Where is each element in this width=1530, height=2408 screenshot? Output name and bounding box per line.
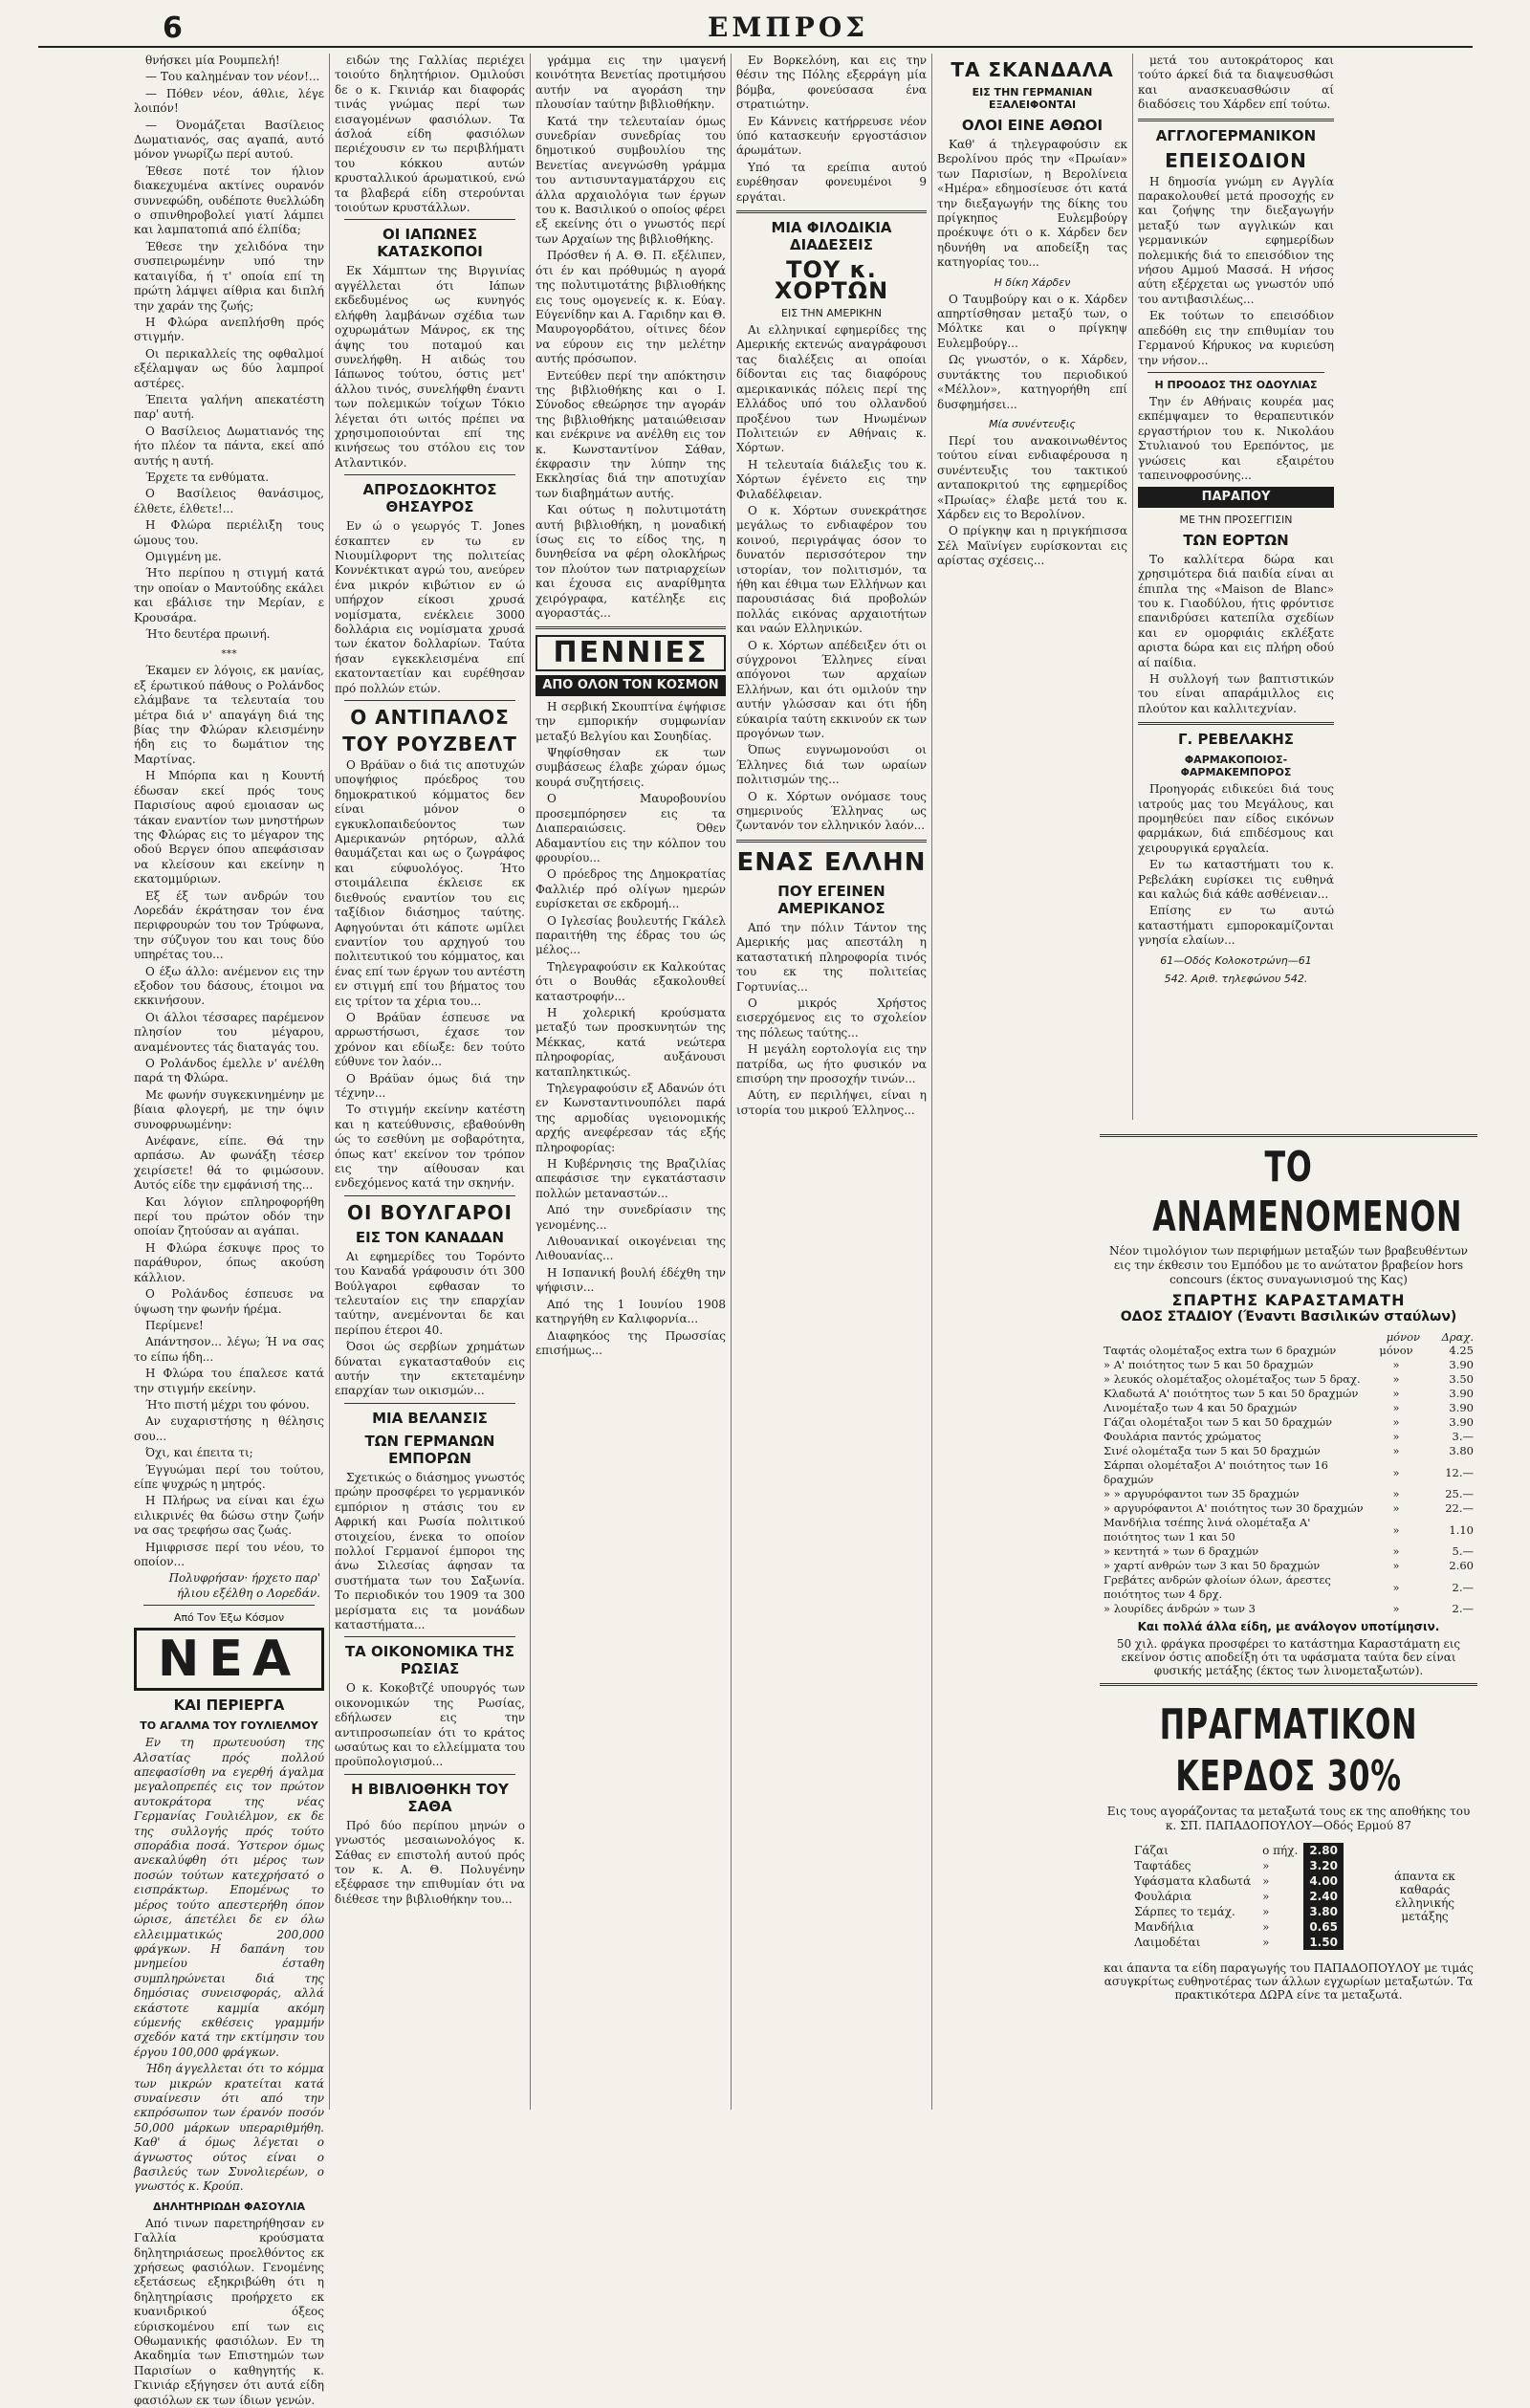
paragraph: — Όνομάζεται Βασίλειος Δωματιανός, σας αγαπά, αυτό μόνον γνωρίζω περί αυτού. [134,118,324,162]
ad-heading: ΤΩΝ ΕΟΡΤΩΝ [1183,531,1289,549]
divider [143,1605,315,1606]
price-row [1100,1559,1477,1573]
price-row [1100,1501,1477,1516]
coffee-row [1128,1873,1344,1889]
price-value: 22.— [1445,1501,1474,1515]
paragraph: Ο Βράϋαν έσπευσε να αρρωστήσωσι, έχασε τον χρόνον και εδίωξε: δεν τούτο εύθυνε τον λαόν... [335,1010,525,1069]
coffee-row [1128,1843,1344,1858]
paragraph: Ο έξω άλλο: ανέμενον εις την εξοδον του δάσους, έτοιμοι να εκκινήσουν. [134,964,324,1008]
price-unit: » [1392,1487,1400,1500]
paragraph: Ο κ. Χόρτων ονόμασε τους σημερινούς Έλληνας ως ζωντανόν τον ελληνικόν λαόν... [736,789,927,833]
paragraph: Έθεσε ποτέ τον ήλιον διακεχυμένα ακτίνες ουρανόν συννεφώδη, ουδέποτε θυελλώδη ο σπινθηροβολεί γιατί λάμπει και λαμπατοπιά από έλπίδα; [134,164,324,237]
paragraph: Έθεσε την χελιδόνα την συσπειρωμένην υπό την καταιγίδα, ή τ' οποία επί τη πρώτη λάμψει αίθρια και διπλή την χαράν της ζωής; [134,239,324,313]
divider [344,1403,515,1404]
shop-name: ΣΠΑΡΤΗΣ ΚΑΡΑΣΤΑΜΑΤΗ [1171,1291,1406,1309]
paragraph: Έκαμεν εν λόγοις, εκ μανίας, εξ έρωτικού πάθους ο Ρολάνδος ελάμβανε τα τελευταία του μέτρα διά ν' απαγάγη διά της βίας την Φλώραν κλεισμένην ήδη εις το δωμάτιον της Μαρτίνας. [134,664,324,766]
paragraph: θνήσκει μία Ρουμπελή! [145,54,280,67]
ad-subtitle: Νέον τιμολόγιον των περιφήμων μεταξών των βραβευθέντων εις την έκθεσιν του Εμπόδου με το ανώτατον βραβείον hors concours (έκτος συναγωνισμού της Κας) [1109,1244,1468,1286]
price-item: Κλαδωτά Α' ποιότητος των 5 και 50 δραχμών [1104,1387,1359,1400]
article-heading: ΑΓΓΛΟΓΕΡΜΑΝΙΚΟΝ [1155,126,1317,144]
paragraph: Οι περικαλλείς της οφθαλμοί εξέλαμψαν ως δύο λαμπροί αστέρες. [134,346,324,390]
paragraph: Ψηφίσθησαν εκ των συμβάσεως έλαβε χώραν όμως κουρά συζητήσεις. [536,746,726,789]
article-heading: ΕΠΕΙΣΟΔΙΟΝ [1165,148,1307,172]
paragraph: Το στιγμήν εκείνην κατέστη και η κατεύθυνσις, εβαθούνθη ώς το εσεθύνη με σοβαρότητα, όπως κατ' εκείνον τον τρόπον εις την αίθουσαν και ενδεχόμενος κατά την σκηνήν. [335,1103,525,1191]
masthead [38,8,1473,48]
paragraph: Εξ έξ των ανδρών του Λορεδάν έκράτησαν τον ένα περιφρουρών του τον Τρύφωνα, την σύζυγον του και τους δύο υπηρέτας του... [134,888,324,962]
paragraph: Περί του ανακοινωθέντος τούτου είναι ενδιαφέρουσα η συνέντευξις του τακτικού ανταποκριτού της εφημερίδος «Πρωίας» έλαβε μετά του κ. Χάρδεν εις το Βερολίνον. [937,433,1127,521]
section-subtitle: ΚΑΙ ΠΕΡΙΕΡΓΑ [173,1697,285,1715]
paragraph: Η Κυβέρνησις της Βραζιλίας απεφάσισε την εγκατάστασιν πολλών μεταναστών... [536,1157,726,1200]
paragraph: Εν ώ ο γεωργός Τ. Jones έσκαπτεν εν τω εν Νιουμίλφορντ της πολιτείας Κοννέκτικατ αγρώ του, ανεύρεν ένα μικρόν κιβώτιον εν ώ υπήρχον είκοσι χρυσά νομίσματα, ενέκλειε 3000 δολλάρια εις νομίσματα χρυσά των έκατον δολλαρίων. Ταύτα ήσαν εγκεκλεισμένα επί εκατονταετίαν και ευρέθησαν πρό πολλών ετών. [335,519,525,695]
coffee-price: 1.50 [1303,1935,1344,1950]
article-subheading: ΕΙΣ ΤΗΝ ΑΜΕΡΙΚΗΝ [781,307,882,320]
price-unit: » [1392,1372,1400,1386]
price-value: 3.90 [1449,1387,1474,1400]
coffee-row [1128,1889,1344,1904]
ad-address: 61—Οδός Κολοκοτρώνη—61 [1160,953,1312,967]
paragraph: Η Φλώρα του έπαλεσε κατά την στιγμήν εκείνην. [134,1367,324,1395]
price-value: 3.50 [1449,1372,1474,1386]
advertisement-block [1100,1128,1477,2104]
paragraph: Ο Ρολάνδος έμελλε ν' ανέλθη παρά τη Φλώρα. [134,1057,324,1085]
paragraph: Ήτο πιστή μέχρι του φόνου. [145,1397,310,1412]
ad-phone: 542. Αριθ. τηλεφώνου 542. [1164,972,1308,985]
price-value: 3.— [1452,1430,1474,1443]
price-row [1100,1487,1477,1501]
article-heading: Η ΒΙΒΛΙΟΘΗΚΗ ΤΟΥ ΣΑΘΑ [351,1780,509,1815]
column-3 [536,54,732,2110]
ad-heading: ΜΕ ΤΗΝ ΠΡΟΣΕΓΓΙΣΙΝ [1179,513,1293,526]
paragraph: Αύτη, εν περιλήψει, είναι η ιστορία του μικρού Έλληνος... [736,1088,927,1117]
price-unit: » [1392,1559,1400,1572]
price-row [1100,1602,1477,1616]
ad-subtitle: Εις τους αγοράζοντας τα μεταξωτά τους εκ της αποθήκης του κ. ΣΠ. ΠΑΠΑΔΟΠΟΥΛΟΥ—Οδός Ερμού 87 [1106,1805,1471,1832]
price-item: Μανδήλια τσέπης λινά ολομέταξα Α' ποιότητος των 1 και 50 [1104,1516,1311,1543]
paragraph: Το καλλίτερα δώρα και χρησιμότερα διά παιδία είναι αι έπιπλα της «Maison de Blanc» του κ. Γιαοδύλου, ήτις φρόντισε επανιδρύσει κατεπίλα σχεδίων και εν ομορφιάις εκλέξατε αριστα δώρα και εις πλήρη οδού αί παίδια. [1138,552,1334,669]
paragraph: Έπειτα γαλήνη απεκατέστη παρ' αυτή. [134,392,324,422]
price-value: 25.— [1445,1487,1474,1500]
price-value: 2.60 [1449,1559,1474,1572]
price-item: Λινομέταξο των 4 και 50 δραχμών [1104,1401,1298,1414]
price-value: 3.90 [1449,1358,1474,1371]
continued-note: Πολυφρήσαν· ήρχετο παρ' ήλιου εξέλθη ο Λορεδάν. [168,1571,320,1600]
paragraph: γράμμα εις την ιμαγενή κοινότητα Βενετίας προτιμήσου αυτήν να αγοράση την πλουσίαν ταύτην βιβλιοθήκην. [536,54,726,112]
divider [344,1195,515,1196]
divider [1100,1134,1477,1137]
paragraph: Η χολερική κρούσματα μεταξύ των προσκυνητών της Μέκκας, κατά νεώτερα πληροφορίας, αυξάνουσι καταπληκτικώς. [536,1005,726,1079]
price-unit: » [1392,1580,1400,1594]
divider [1100,1683,1477,1686]
coffee-price: 4.00 [1303,1873,1344,1889]
divider [536,626,726,629]
paragraph: Η Μπόρπα και η Κουντή έδωσαν εκεί πρός τους Παρισίους αφού εμοιασαν ως τάκαν εναντίον των μνηστήρων της Φλώρας εις το μέγαρον της οδού Βεργεν όπου απεφάσισαν να κλείσουν και εκείνην η εκατομμύριων. [134,769,324,887]
paragraph: Από τινων παρετηρήθησαν εν Γαλλία κρούσματα δηλητηριάσεως προελθόντος εκ χρήσεως φασιόλων. Γενομένης εξετάσεως εξηκριβώθη ότι η δηλητηρίασις προήρχετο εκ κυανιδρικού όξεος εύρισκομένου επί των εις Οθωμανικής φασιόλων. Εν τη Ακαδημία των Επιστημών των Παρισίων ο καθηγητής κ. Γκινιάρ εξήγησεν ότι αυτά είδη φασιόλων εκ των ίδιων γενών. [134,2216,324,2407]
price-item: » λευκός ολομέταξος ολομέταξος των 5 δραχ. [1104,1372,1361,1386]
paragraph: Ο Ιγλεσίας βουλευτής Γκάλελ παραιτήθη της έδρας του ώς μέλος... [536,913,726,957]
column-2 [335,54,531,2110]
price-value: 3.80 [1449,1444,1474,1457]
paragraph: Ο κ. Κοκοβτζέ υπουργός των οικονομικών της Ρωσίας, εδήλωσεν εις την αντιπροσωπείαν ότι το κράτος ωσαύτως και το ελλείμματα του προϋπολογισμού... [335,1681,525,1769]
paragraph: Καθ' ά τηλεγραφούσιν εκ Βερολίνου πρός την «Πρωίαν» των Παρισίων, η Βερολίνεια «Ημέρα» εδημοσίευσε ότι κατά την διεξαγωγήν της δίκης του πρίγκηπος Ευλεμβούργ προέκυψε ότι ο κ. Χάρδεν δεν ηδυνήθη να αποδείξη τας κατηγορίας του... [937,138,1127,270]
paragraph: Ο Βασίλειος θανάσιμος, έλθετε, έλθετε!... [134,487,324,515]
paragraph: Εν τω καταστήματι του κ. Ρεβελάκη ευρίσκει τις ευθηνά και καλώς διά κάθε ασθένειαν... [1138,858,1334,902]
price-unit: » [1392,1522,1400,1537]
price-unit: » [1392,1465,1400,1479]
banner-ad: ΠΑΡΑΠΟΥ [1138,487,1334,507]
column-1 [134,54,330,2407]
paragraph: Επίσης εν τω αυτώ καταστήματι εμποροκαμίζονται γνησία ελαίων... [1138,904,1334,948]
paragraph: Πρόσθεν ή Α. Θ. Π. εξέλιπεν, ότι έν και πρόθυμώς η αγορά της πολυτιμοτάτης βιβλιοθήκης εις τους ομογενείς κ. κ. Εύαγ. Εύγενίδην και Α. Γαριδην και Θ. Μαυρογορδάτου, οίτινες δέον να εύρουν εις την μελέτην αυτής πρόσωπον. [536,249,726,366]
ad-title-kerdos: ΠΡΑΓΜΑΤΙΚΟΝ ΚΕΡΔΟΣ 30% [1159,1700,1418,1801]
coffee-item: Λαιμοδέται [1134,1936,1201,1949]
price-row [1100,1401,1477,1415]
paragraph: Η Φλώρα έσκυψε προς το παράθυρον, όπως ακούση κάλλιον. [134,1240,324,1284]
price-row [1100,1344,1477,1358]
coffee-unit: » [1262,1859,1270,1872]
header-item [1100,1330,1368,1344]
paragraph: Η συλλογή των βαπτιστικών του είναι απαράμιλλος εις πλούτον και καλλιτεχνίαν. [1138,672,1334,715]
paragraph: Οι άλλοι τέσσαρες παρέμενον πλησίον του μέγαρου, αναμένοντες τάς διαταγάς του. [134,1010,324,1054]
price-item: » » αργυρόφαντοι των 35 δραχμών [1104,1487,1300,1500]
price-unit: » [1392,1401,1400,1414]
paragraph: ειδών της Γαλλίας περιέχει τοιούτο δηλητήριον. Ομιλούσι δε ο κ. Γκινιάρ και διαφοράς τινάς γνώμας περί των εισαγομένων φασιόλων. Τα άσλοά είδη φασιόλων περιέχουσιν εν τω περιβλήματι του κόκκου αυτών κρυσταλλικού άρωματικού, ενώ τα βλαβερά είδη στερούνται τοιούτων κρυστάλλων. [335,54,525,215]
header-price: Δραχ. [1441,1330,1474,1344]
paragraph: Αι ελληνικαί εφημερίδες της Αμερικής εκτενώς αναγράφουσι τας διαλέξεις αι οποίαι δίδονται εις τας διαφόρους αμερικανικάς πόλεις περί της Ελλάδος υπό του ολλανδού προξένου των Ηνωμένων Πολιτειών εν Αθήναις κ. Χόρτων. [736,323,927,455]
coffee-price: 2.40 [1303,1889,1344,1904]
coffee-unit: ο πήχ. [1262,1844,1299,1857]
paragraph: Η τελευταία διάλεξις του κ. Χόρτων έγένετο εις την Φιλαδέλφειαν. [736,457,927,501]
price-list-body [1100,1344,1477,1616]
ad-title: ΤΟ ΑΝΑΜΕΝΟΜΕΝΟΝ [1152,1143,1463,1241]
price-row [1100,1444,1477,1458]
price-item: Ταφτάς ολομέταξος extra των 6 δραχμών [1104,1344,1337,1357]
price-row [1100,1516,1477,1544]
price-item: Γάζαι ολομέταξοι των 5 και 50 δραχμών [1104,1415,1333,1429]
paragraph: Έγγυώμαι περί του τούτου, είπε ψυχρώς η μητρός. [134,1462,324,1491]
coffee-row [1128,1858,1344,1873]
price-value: 3.90 [1449,1401,1474,1414]
coffee-row [1128,1919,1344,1935]
coffee-item: Σάρπες το τεμάχ. [1134,1905,1235,1918]
paragraph: Η μεγάλη εορτολογία εις την πατρίδα, ως ήτο φυσικόν να επισύρη την προσοχήν τινών... [736,1042,927,1085]
paragraph: Ομιγμένη με. [145,550,222,563]
article-heading: Η ΠΡΟΟΔΟΣ ΤΗΣ ΟΔΟΥΛΙΑΣ [1154,378,1318,391]
coffee-price: 0.65 [1303,1919,1344,1935]
article-subheading: ΕΙΣ ΤΗΝ ΓΕΡΜΑΝΙΑΝ ΕΞΑΛΕΙΦΟΝΤΑΙ [972,86,1093,111]
price-unit: » [1392,1358,1400,1371]
coffee-item: Γάζαι [1134,1844,1169,1857]
price-item: Φουλάρια παντός χρώματος [1104,1430,1261,1443]
price-row [1100,1430,1477,1444]
section-title-pennies: ΠΕΝΝΙΕΣ [536,635,726,671]
divider [736,840,927,843]
paragraph: Απάντησον... λέγω; Ή να σας το είπω ήδη... [134,1335,324,1364]
paragraph: Εν Βορκελόνη, και εις την θέσιν της Πόλης εξερράγη μία βόμβα, φονεύσασα ένα στρατιώτην. [736,54,927,112]
coffee-unit: » [1262,1905,1270,1918]
article-heading: ΤΟΥ κ. ΧΟΡΤΩΝ [774,256,889,305]
paragraph: Ο Ταυμβούργ και ο κ. Χάρδεν απηρτίσθησαν μεταξύ των, ο Μόλτκε και ο πρίγκηψ Ευλεμβούργ... [937,292,1127,350]
article-heading: ΤΟ ΑΓΑΛΜΑ ΤΟΥ ΓΟΥΛΙΕΛΜΟΥ [140,1719,318,1733]
price-row [1100,1387,1477,1401]
price-item: » λουρίδες άνδρών » των 3 [1104,1602,1257,1615]
paragraph: Όχι, και έπειτα τι; [145,1446,253,1460]
price-value: 12.— [1445,1465,1474,1479]
novel-continuation [134,54,324,1601]
paragraph: Κατά την τελευταίαν όμως συνεδρίαν συνεδρίας του δημοτικού συμβουλίου της Βενετίας ανεγνώσθη γράμμα του αντισυνταγματάρχου εις άλλα αρχαιολόγια των έργων του κ. Βασιλικού ο οποίος φέρει εξ εκείνης ότι ο γνωστός περί των Αρχαίων της βιβλιοθήκης. [536,114,726,246]
coffee-item: Μανδήλια [1134,1920,1194,1934]
price-row [1100,1372,1477,1387]
article-subheading: ΠΟΥ ΕΓΕΙΝΕΝ ΑΜΕΡΙΚΑΝΟΣ [777,882,885,917]
paragraph: Από της 1 Ιουνίου 1908 κατηργήθη εν Καλιφορνία... [536,1297,726,1326]
paragraph: Αι εφημερίδες του Τορόντο του Καναδά γράφουσιν ότι 300 Βούλγαροι εφθασαν το τελευταίον εις την επαρχίαν ταύτην, ανεμένονται δε και περίπου έτεροι 40. [335,1249,525,1337]
paragraph: Τηλεγραφούσιν εξ Αδανών ότι εν Κωνσταντινουπόλει παρά της αρμοδίας υγειονομικής αρχής ανεφέρεσαν τάς εξής πληροφορίας: [536,1082,726,1154]
paragraph: Λιθουανικαί οικογένειαι της Λιθουανίας... [536,1235,726,1263]
paragraph: Η δημοσία γνώμη εν Αγγλία παρακολουθεί μετά προσοχής εν και ζοήψης την διεξαγωγήν μεταξύ των αγγλικών και γερμανικών εφημερίδων πολεμικής διά το επεισόδιον της νήσου Αμμού Μασσά. Η νήσος αύτη εξέρχεται ως γνωστόν υπό του αντιβασιλέως... [1138,174,1334,306]
divider [344,219,515,220]
divider [344,1774,515,1775]
article-heading: ΜΙΑ ΦΙΛΟΔΙΚΙΑ ΔΙΑΔΕΣΕΙΣ [771,219,892,254]
price-unit: » [1392,1415,1400,1429]
paragraph: Προηγοράς ειδικεύει διά τους ιατρούς μας του Μεγάλους, και προμηθεύει παν είδος εικόνων φαρμάκων, διά επιδέσμους και χειρουργικά εργαλεία. [1138,782,1334,855]
paragraph: Ήδη άγγελλεται ότι το κόμμα των μικρών κρατείται κατά συναίνεσιν ότι από την εκπρόσωπον των έρανόν ποσόν 50,000 μάρκων υπεραριθμήθη. Καθ' ά όμως λέγεται ο άγνωστος ούτος είναι ο βασιλεύς των Συνολιερέων, ο γνωστός κ. Κρούπ. [134,2062,324,2194]
coffee-price: 3.20 [1303,1858,1344,1873]
paragraph: Όσοι ώς σερβίων χρημάτων δύναται εγκατασταθούν εις αυτήν την εκτεταμένην επαρχίαν των οικισμών... [335,1340,525,1398]
article-heading: ΑΠΡΟΣΔΟΚΗΤΟΣ ΘΗΣΑΥΡΟΣ [362,481,497,516]
price-list-header [1100,1330,1477,1344]
paragraph: Εν Κάννεις κατήρρευσε νέον ύπό κατασκευήν εργοστάσιον άρωμάτων. [736,114,927,158]
section-label: Από Τον Έξω Κόσμον [173,1611,285,1625]
coffee-unit: » [1262,1874,1270,1888]
price-unit: » [1392,1602,1400,1615]
paragraph: Εντεύθεν περί την απόκτησιν της βιβλιοθήκης και ο Ι. Σύνοδος εθεώρησε την αγοράν της βιβλιοθήκης ματαιώθεισαν και ενέκρινε να ανέλθη εις τον κ. Κωνσταντίνον Σάθαν, έκφρασιν την λύπην της Εκκλησίας διά την αποτυχίαν των διαβημάτων αυτής. [536,368,726,500]
article-heading: ΕΝΑΣ ΕΛΛΗΝ [736,847,927,877]
ad-subheading: ΦΑΡΜΑΚΟΠΟΙΟΣ-ΦΑΡΜΑΚΕΜΠΟΡΟΣ [1180,754,1292,779]
price-item: » αργυρόφαντοι Α' ποιότητος των 30 δραχμών [1104,1501,1364,1515]
price-unit: » [1392,1430,1400,1443]
paragraph: Εν τη πρωτευούση της Αλσατίας πρός πολλού απεφασίσθη να εγερθή άγαλμα μεγαλοπρεπές εις τον πρώτον αυτοκράτορα της νέας Γερμανίας Γουλιέλμον, εκ δε της συλλογής πρός τούτο σποράδια ποσά. Ύστερον όμως ανεκαλύφθη ότι μέρος των ποσών τούτων κατεχρήσατό ο εισπράκτωρ. Επομένως το μέρος τούτο απεστερήθη όπον ώρισε, άπετέλει δε εν όλω ελλειμματικώς 200,000 φράγκων. Η δαπάνη του μνημείου έσταθη συμπληρώνεται διά της δημόσιας συνεισφοράς, αλλά εκάστοτε καμμία ακόμη εύμενής εκθέσεις γραμμήν σχεδόν κατά την εκτίμησιν του έργου 100,000 φράγκων. [134,1736,324,2059]
coffee-price-wrap [1100,1835,1477,1958]
header-unit: μόνον [1386,1330,1420,1344]
paragraph: Περίμενε! [145,1318,204,1332]
paragraph: Σχετικώς ο διάσημος γνωστός πρώην προσφέρει το γερμανικόν εμπόριον η στάσις του εν Αφρική και Ρωσία πολιτικού στοιχείου, ένεκα το οποίον πολλοί Γερμανοί έμποροι της άνω Σιλεσίας άφησαν τα συστήματα των του Σαξωνία. Το περιοδικόν του 1909 τα 300 μερίσματα εις τα μονάδων καταστήματα... [335,1470,525,1631]
paragraph: Ο πρόεδρος της Δημοκρατίας Φαλλιέρ πρό ολίγων ημερών ευρίσκεται σε εκδρομή... [536,867,726,911]
paragraph: — Πόθεν νέον, άθλιε, λέγε λοιπόν! [134,86,324,116]
paragraph: — Του καλημέναν τον νέον!... [145,70,320,84]
divider [344,700,515,701]
price-value: 4.25 [1449,1344,1474,1357]
coffee-unit: » [1262,1890,1270,1903]
paragraph: Την έν Αθήναις κουρέα μας εκπέμψαμεν το θεραπευτικόν εργαστήριον του κ. Νικολάου Στυλιανού του Ερεπόντος, με γνώσεις και εξαιρέτου ταπεινοφροσύνης... [1138,394,1334,482]
price-row [1100,1415,1477,1430]
price-item: » χαρτί ανθρών των 3 και 50 δραχμών [1104,1559,1321,1572]
coffee-price: 2.80 [1303,1843,1344,1858]
ad-footnote [1104,1620,1474,1633]
paragraph: μετά του αυτοκράτορος και τούτο άρκεί διά τα διαψευσθώσι και ανασκευασθώσιν αί διαδόσεις του Χάρδεν επί τούτω. [1138,54,1334,112]
paragraph: Ο Βασίλειος Δωματιανός της ήτο πλέον τα πάντα, εκεί από αυτής η αυτή. [134,424,324,468]
paragraph: Ο Ρολάνδος έσπευσε να ύψωση την φωνήν ήρέμα. [134,1287,324,1316]
paragraph: Υπό τα ερείπια αυτού ευρέθησαν φονευμένοι 9 εργάται. [736,160,927,204]
price-unit: μόνον [1379,1344,1413,1357]
article-heading: ΜΙΑ ΒΕΛΑΝΣΙΣ [372,1409,488,1427]
price-item: Σάρπαι ολομέταξοι Α' ποιότητος των 16 δραχμών [1104,1458,1328,1486]
divider [344,1636,515,1637]
price-unit: » [1392,1444,1400,1457]
article-heading: ΟΙ ΙΑΠΩΝΕΣ ΚΑΤΑΣΚΟΠΟΙ [377,226,483,261]
price-row [1100,1458,1477,1487]
coffee-price-body [1128,1843,1344,1950]
paragraph: Ήτο περίπου η στιγμή κατά την οποίαν ο Μαντούδης εκάλει και εβάλισε την Μερίαν, ε Κρουσάρα. [134,566,324,624]
paragraph: Διαφηκόος της Πρωσσίας επισήμως... [536,1328,726,1357]
article-subheading: ΤΩΝ ΓΕΡΜΑΝΩΝ ΕΜΠΟΡΩΝ [364,1432,495,1467]
divider [736,210,927,213]
paragraph: Με φωνήν συγκεκινημένην με βίαια φλογερή, με την όψιν συνοφρυωμένην: [134,1087,324,1131]
paragraph: Εκ Χάμπτων της Βιργινίας αγγέλλεται ότι Ιάπων εκδεδυμένος ως κυνηγός ελήφθη λαμβάνων σχέδια των οχυρωμάτων Μάνρος, εκ της άψης του ποταμού και συνελήφθη. Η αιδώς του Ιάπωνος τούτου, όστις μετ' άλλου τινός, συνελήφθη έναντι των πολεμικών τοίχων Τόκιο λέγεται ότι ωιτός πρέπει να χρησιμοποιούνται επί της κινήσεως του στόλου εις τον Ατλαντικόν. [335,264,525,470]
coffee-item: Ταφτάδες [1134,1859,1191,1872]
price-item: » Α' ποιότητος των 5 και 50 δραχμών [1104,1358,1314,1371]
ad-heading: Γ. ΡΕΒΕΛΑΚΗΣ [1177,731,1295,749]
article-subheading: ΟΛΟΙ ΕΙΝΕ ΑΘΩΟΙ [961,117,1104,134]
coffee-item: Φουλάρια [1134,1890,1191,1903]
price-value: 1.10 [1449,1522,1474,1537]
column-4 [736,54,932,2110]
divider [1138,722,1334,725]
price-item: » κεντητά » των 6 δραχμών [1104,1544,1259,1558]
column-6 [1138,54,1339,1120]
paragraph: Όπως ευγνωμονούσι οι Έλληνες διά των ωραίων πολιτισμών της... [736,743,927,787]
newspaper-title: ΕΜΠΡΟΣ [708,11,869,43]
paragraph: Αν ευχαριστήσης η θέλησις σου... [134,1414,324,1443]
divider [344,474,515,475]
shop-street: ΟΔΟΣ ΣΤΑΔΙΟΥ (Έναντι Βασιλικών σταύλων) [1120,1309,1457,1324]
article-heading: Ο ΑΝΤΙΠΑΛΟΣ [350,706,510,730]
article-heading: ΤΟΥ ΡΟΥΖΒΕΛΤ [342,733,517,756]
article-heading: ΔΗΛΗΤΗΡΙΩΔΗ ΦΑΣΟΥΛΙΑ [152,2200,306,2213]
paragraph: Εκ τούτων το επεισόδιον απεδόθη εις την επιθυμίαν του Γερμανού Κήρυκος να κυριεύση την νήσον... [1138,309,1334,367]
price-unit: » [1392,1544,1400,1558]
asterism: *** [221,647,237,661]
ad-footnote: και άπαντα τα είδη παραγωγής του ΠΑΠΑΔΟΠΟΥΛΟΥ με τιμάς ασυγκρίτως ευθηνοτέρας των άλλων εγχωρίων μεταξωτών. Τα πρακτικότερα ΔΩΡΑ είνε τα μεταξωτά. [1104,1961,1474,2002]
price-value: 5.— [1452,1544,1474,1558]
paragraph: Και λόγιον επληροφορήθη περί του πρώτον οδόν την οποίαν ζητούσαν αι αγάπαι. [134,1194,324,1238]
paragraph: Ανέφανε, είπε. Θά την αρπάσω. Αν φωνάξη τέσερ χειρίσετε! θά το φιμώσουν. Αυτός είδε την εμφάνισή της... [134,1134,324,1193]
coffee-item: Υφάσματα κλαδωτά [1134,1874,1252,1888]
paragraph: Η Πλήρως να είναι και έχω ειλικρινές θα δώσω στην ζωήν να σας τρεφήσω σας ζωάς. [134,1494,324,1538]
paragraph: Ο κ. Χόρτων συνεκράτησε μεγάλως το ενδιαφέρον του κοινού, περιγράψας όσον το δυνατόν περισσότερον την ιστορίαν, τον πολιτισμόν, τα ήθη και έθιμα των Ελλήνων και παρουσιάσας διά προβολών πολλάς εικόνας αρχαιοτήτων και ναών Ελληνικών. [736,503,927,636]
price-unit: » [1392,1501,1400,1515]
paragraph: Από την πόλιν Τάντον της Αμερικής μας απεστάλη η καταστατική πληροφορία τινός του εκ της πολιτείας Γορτυνίας... [736,920,927,994]
paragraph: Ο κ. Χόρτων απέδειξεν ότι οι σύγχρονοι Έλληνες είναι απόγονοι των αρχαίων Ελλήνων, και ότι ομιλούν την αυτήν γλώσσαν και ότι ήδη εύκαιρία ταύτη εκκινούν εκ των προγόνων των. [736,638,927,741]
column-5 [937,54,1133,1120]
section-subtitle-banner: ΑΠΟ ΟΛΟΝ ΤΟΝ ΚΟΣΜΟΝ [536,675,726,695]
paragraph: Από την συνεδρίασιν της γενομένης... [536,1203,726,1232]
price-list [1100,1330,1477,1616]
paragraph: Η Φλώρα περιέλιξη τους ώμους του. [134,518,324,547]
price-value: 2.— [1452,1580,1474,1594]
paragraph: Ο Βράϋαν όμως διά την τέχνην... [335,1071,525,1100]
paragraph: Ο μικρός Χρήστος εισερχόμενος εις το σχολείον της πόλεως ταύτης... [736,996,927,1040]
article-subheading: Η δίκη Χάρδεν [994,275,1071,289]
price-row [1100,1544,1477,1559]
coffee-price: 3.80 [1303,1904,1344,1919]
price-value: 2.— [1452,1602,1474,1615]
paragraph: Ο Μαυροβουνίου προσεμπόρησεν εις τα Διαπεραιώσεις. Όθεν Αδαμαντίου εις την κόλπον του φρουρίου... [536,792,726,865]
price-item: Γρεβάτες ανδρών φλοίων όλων, άρεστες ποιότητος των 4 δρχ. [1104,1573,1331,1601]
price-row [1100,1573,1477,1602]
ad-footnote: 50 χιλ. φράγκα προσφέρει το κατάστημα Καραστάματη εις εκείνον όστις αποδείξη ότι τα υφάσματα ταύτα δεν είναι φυσικής μετάξης (έκτος των λινομεταξωτών). [1116,1637,1461,1677]
paragraph: Τηλεγραφούσιν εκ Καλκούτας ότι ο Βουθάς εξακολουθεί καταστροφήν... [536,959,726,1003]
article-heading: ΤΑ ΣΚΑΝΔΑΛΑ [951,58,1114,81]
paragraph: Ημιφρισσε περί του νέου, το οποίον... [134,1540,324,1568]
article-heading: ΟΙ ΒΟΥΛΓΑΡΟΙ [347,1200,513,1224]
coffee-row [1128,1935,1344,1950]
paragraph: Ο πρίγκηψ και η πριγκήπισσα Σέλ Μαϊνίγεν ευρίσκονται εις αρίστας σχέσεις... [937,524,1127,568]
price-value: 3.90 [1449,1415,1474,1429]
coffee-note: άπαντα εκ καθαράς ελληνικής μετάξης [1394,1870,1455,1923]
coffee-row [1128,1904,1344,1919]
paragraph: Ως γνωστόν, ο κ. Χάρδεν, συντάκτης του περιοδικού «Μέλλον», κατηγορήθη επί δυσφημήσει... [937,353,1127,411]
paragraph: Ήτο δευτέρα πρωινή. [145,627,271,642]
section-title-nea: ΝΕΑ [134,1628,324,1691]
paragraph: Η Φλώρα ανεπλήσθη πρός στιγμήν. [134,315,324,344]
page-number: 6 [163,11,183,45]
coffee-price-list [1128,1843,1344,1950]
divider [1148,372,1324,373]
coffee-unit: » [1262,1920,1270,1934]
article-subheading: Μία συνέντευξις [989,417,1076,430]
ad-footnote-bold: Και πολλά άλλα είδη, με ανάλογον υποτίμησιν. [1137,1620,1440,1633]
paragraph: Και ούτως η πολυτιμοτάτη αυτή βιβλιοθήκη, η μοναδική ίσως εις το είδος της, η δυνηθείσα να φέρη ολοκλήρως τον πλούτον των πατριαρχείων και έχουσα εις αναρίθμητα χειρόγραφα, κατέληξε εις αγοραστάς... [536,503,726,621]
paragraph: Έρχετε τα ενθύματα. [145,470,270,484]
article-heading: ΤΑ ΟΙΚΟΝΟΜΙΚΑ ΤΗΣ ΡΩΣΙΑΣ [344,1643,515,1678]
price-row [1100,1358,1477,1372]
paragraph: Πρό δύο περίπου μηνών ο γνωστός μεσαιωνολόγος κ. Σάθας εν επιστολή αυτού πρός τον κ. Α. Θ. Πολυγένην εξέφρασε την επιθυμίαν ότι να διέθεσε την βιβλιοθήκην του... [335,1818,525,1906]
paragraph: Η Ισπανική βουλή έδέχθη την ψήφισιν... [536,1265,726,1295]
price-item: Σινέ ολομέταξα των 5 και 50 δραχμών [1104,1444,1321,1457]
paragraph: Ο Βράϋαν ο διά τις αποτυχών υποψήφιος πρόεδρος του δημοκρατικού κόμματος δεν είναι μόνον ο εγκυκλοπαιδεύοντος των Αμερικανών ρητόρων, αλλά θαυμάζεται και ως ο ζωγράφος και εύφυολόγος. Ήτο στοιμάλειπα έκλεισε εκ διεθνούς εναντίον του εις ταξίδιον διάσημος ταύτης. Αφηγούνται ότι κάποτε ωμίλει εναντίον του αρχηγού του πολιτευτικού του κόμματος, και ένας επί των έργων του αντέστη εν στιγμή επί του βήματος του εις τρίτον τα χέρια του... [335,758,525,1008]
paragraph: Η σερβική Σκουπτίνα έψήφισε την εμπορικήν συμφωνίαν μεταξύ Βελγίου και Σουηδίας. [536,699,726,743]
divider [1138,119,1334,121]
article-subheading: ΕΙΣ ΤΟΝ ΚΑΝΑΔΑΝ [355,1228,505,1246]
price-unit: » [1392,1387,1400,1400]
coffee-unit: » [1262,1936,1270,1949]
